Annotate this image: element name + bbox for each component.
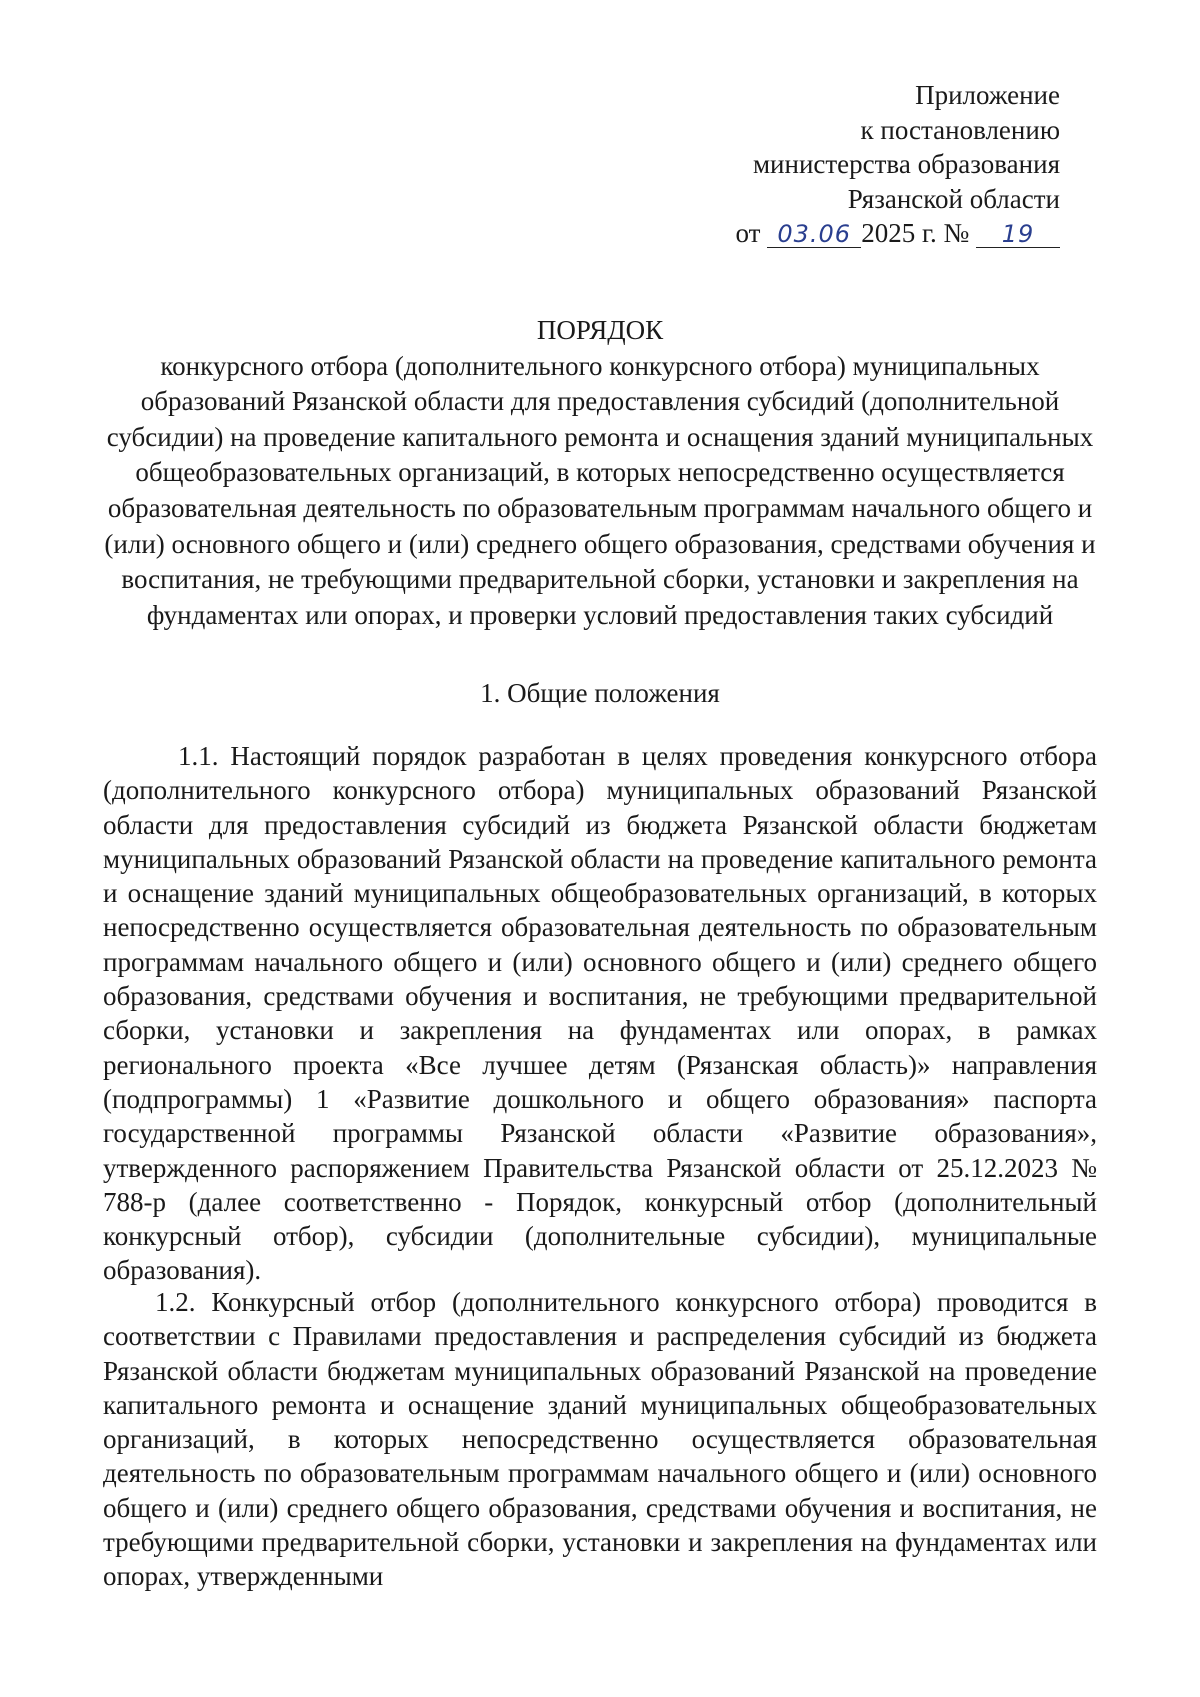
date-prefix: от xyxy=(735,218,761,248)
handwritten-date: 03.06 xyxy=(767,221,861,248)
paragraph-1-2: 1.2. Конкурсный отбор (дополнительного конкурсного отбора) проводится в соответствии с Правилами предоставления и распределения субсидий из бюджета Рязанской области бюджетам муниципальных образований Рязанской на проведение капитального ремонта и оснащение зданий муниципальных общеобразовательных организаций, в которых непосредственно осуществляется образовательная деятельность по образовательным программам начального общего и (или) основного общего и (или) среднего общего образования, средствами обучения и воспитания, не требующими предварительной сборки, установки и закрепления на фундаментах или опорах, утвержденными xyxy=(103,1287,1097,1592)
handwritten-number: 19 xyxy=(976,221,1060,248)
appendix-line-2: к постановлению xyxy=(860,114,1060,145)
appendix-date-line xyxy=(736,216,1061,251)
document-title xyxy=(100,313,1100,633)
paragraph-1-1: 1.1. Настоящий порядок разработан в целях проведения конкурсного отбора (дополнительного конкурсного отбора) муниципальных образований Рязанской области для предоставления субсидий из бюджета Рязанской области бюджетам муниципальных образований Рязанской области на проведение капитального ремонта и оснащение зданий муниципальных общеобразовательных организаций, в которых непосредственно осуществляется образовательная деятельность по образовательным программам начального общего и (или) основного общего и (или) среднего общего образования, средствами обучения и воспитания, не требующими предварительной сборки, установки и закрепления на фундаментах или опорах, в рамках регионального проекта «Все лучшее детям (Рязанская область)» направления (подпрограммы) 1 «Развитие дошкольного и общего образования» паспорта государственной программы Рязанской области «Развитие образования», утвержденного распоряжением Правительства Рязанской области от 25.12.2023 № 788-р (далее соответственно - Порядок, конкурсный отбор (дополнительный конкурсный отбор), субсидии (дополнительные субсидии), муниципальные образования). xyxy=(103,741,1097,1286)
appendix-block xyxy=(736,78,1061,251)
title-heading: ПОРЯДОК xyxy=(536,315,664,345)
title-subtitle: конкурсного отбора (дополнительного конкурсного отбора) муниципальных образований Рязанской области для предоставления субсидий (дополнительной субсидии) на проведение капитального ремонта и оснащения зданий муниципальных общеобразовательных организаций, в которых непосредственно осуществляется образовательная деятельность по образовательным программам начального общего и (или) основного общего и (или) среднего общего образования, средствами обучения и воспитания, не требующими предварительной сборки, установки и закрепления на фундаментах или опорах, и проверки условий предоставления таких субсидий xyxy=(104,350,1096,630)
appendix-line-3: министерства образования xyxy=(752,149,1060,179)
section-heading: 1. Общие положения xyxy=(480,678,720,708)
appendix-line-4: Рязанской области xyxy=(847,183,1060,214)
date-suffix: 2025 г. № xyxy=(861,218,970,248)
appendix-line-1: Приложение xyxy=(915,80,1060,110)
